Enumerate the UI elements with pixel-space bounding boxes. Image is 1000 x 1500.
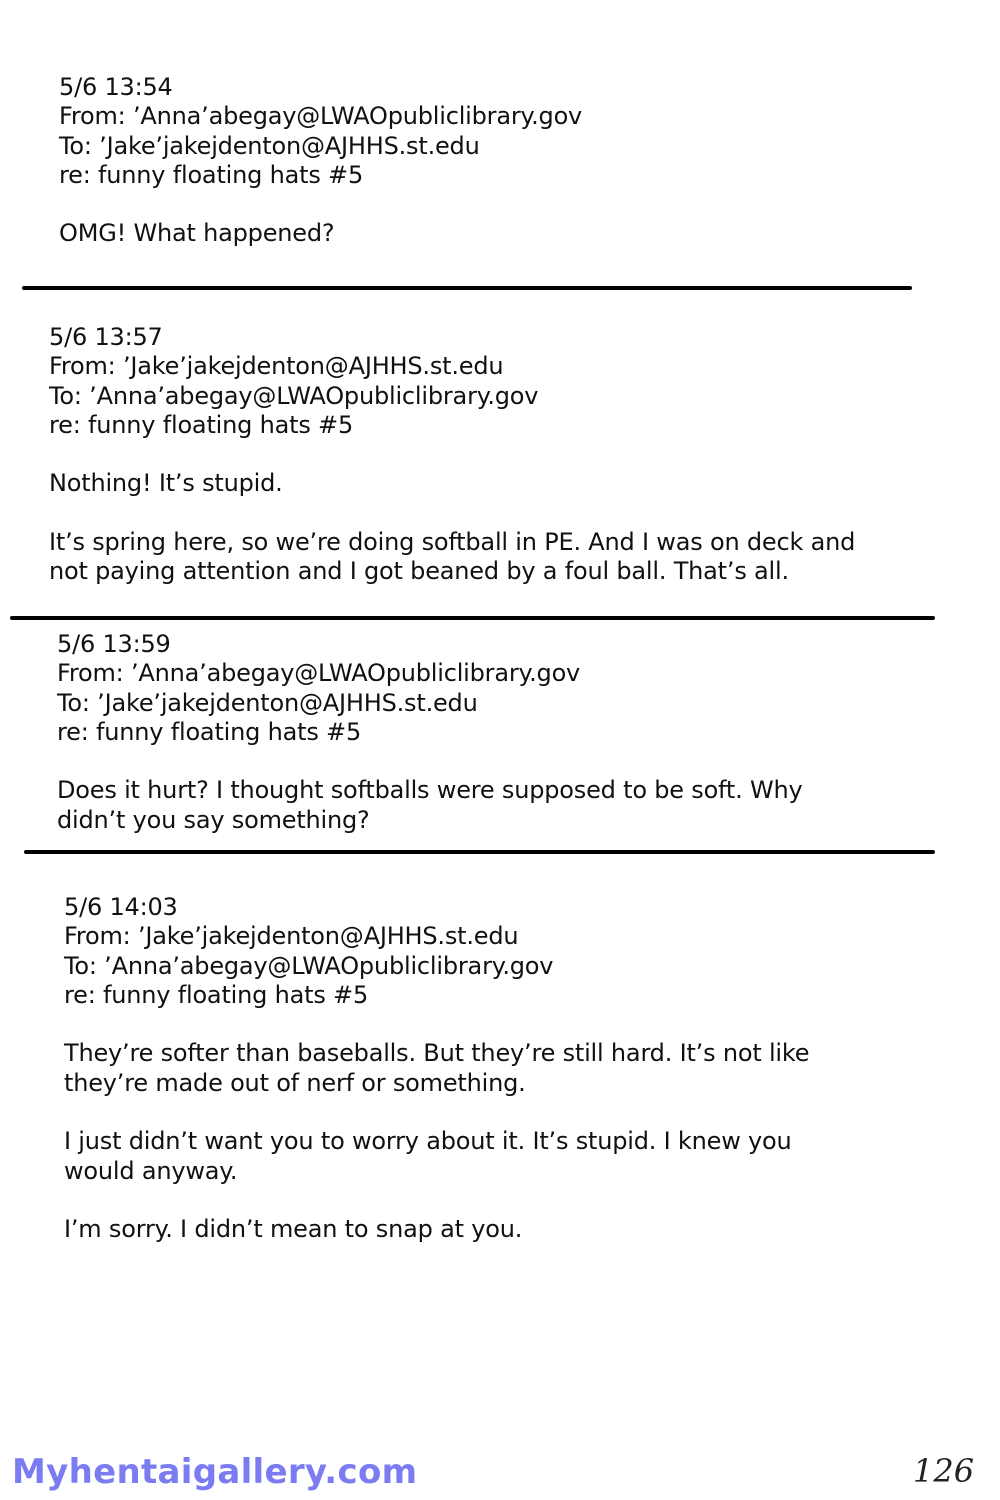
email-subject: re: funny floating hats #5: [57, 717, 362, 746]
email-timestamp: 5/6 13:54: [59, 73, 173, 101]
email-body-paragraph: [64, 1039, 809, 1098]
email-timestamp: 5/6 14:03: [64, 893, 178, 921]
email-from: From: ’Anna’abegay@LWAOpubliclibrary.gov: [57, 659, 581, 688]
email-body-paragraph: [49, 469, 855, 498]
divider-line: [22, 286, 912, 290]
email-from: From: ’Anna’abegay@LWAOpubliclibrary.gov: [59, 102, 583, 131]
divider-line: [10, 616, 935, 620]
email-subject: re: funny floating hats #5: [64, 980, 369, 1009]
email-message: [57, 630, 803, 835]
email-body-line: I just didn’t want you to worry about it. It’s stupid. I knew you: [64, 1127, 792, 1156]
email-body-line: They’re softer than baseballs. But they’re still hard. It’s not like: [64, 1039, 810, 1068]
email-timestamp: 5/6 13:59: [57, 630, 171, 658]
email-body-line: they’re made out of nerf or something.: [64, 1068, 526, 1097]
site-watermark: Myhentaigallery.com: [12, 1452, 418, 1492]
divider-line: [24, 850, 935, 854]
email-to: To: ’Jake’jakejdenton@AJHHS.st.edu: [59, 131, 480, 160]
email-message: [59, 73, 582, 249]
email-to: To: ’Anna’abegay@LWAOpubliclibrary.gov: [49, 381, 539, 410]
email-message: [49, 323, 855, 587]
email-body-line: OMG! What happened?: [59, 219, 335, 248]
email-from: From: ’Jake’jakejdenton@AJHHS.st.edu: [64, 922, 519, 951]
page-number: 126: [913, 1452, 975, 1490]
email-body-line: Nothing! It’s stupid.: [49, 469, 283, 498]
email-subject: re: funny floating hats #5: [49, 410, 354, 439]
email-body-paragraph: [57, 776, 803, 835]
email-body-paragraph: [59, 219, 582, 248]
email-body-paragraph: [64, 1127, 809, 1186]
email-body-line: Does it hurt? I thought softballs were supposed to be soft. Why: [57, 776, 803, 805]
email-subject: re: funny floating hats #5: [59, 160, 364, 189]
email-to: To: ’Jake’jakejdenton@AJHHS.st.edu: [57, 688, 478, 717]
email-body-line: didn’t you say something?: [57, 805, 370, 834]
email-body-line: It’s spring here, so we’re doing softball in PE. And I was on deck and: [49, 528, 856, 557]
email-from: From: ’Jake’jakejdenton@AJHHS.st.edu: [49, 352, 504, 381]
email-body-paragraph: [49, 528, 855, 587]
email-to: To: ’Anna’abegay@LWAOpubliclibrary.gov: [64, 951, 554, 980]
email-timestamp: 5/6 13:57: [49, 323, 163, 351]
email-body-line: would anyway.: [64, 1156, 238, 1185]
email-body-paragraph: [64, 1215, 809, 1244]
email-body-line: not paying attention and I got beaned by a foul ball. That’s all.: [49, 557, 789, 586]
email-body-line: I’m sorry. I didn’t mean to snap at you.: [64, 1215, 523, 1244]
email-message: [64, 893, 809, 1245]
